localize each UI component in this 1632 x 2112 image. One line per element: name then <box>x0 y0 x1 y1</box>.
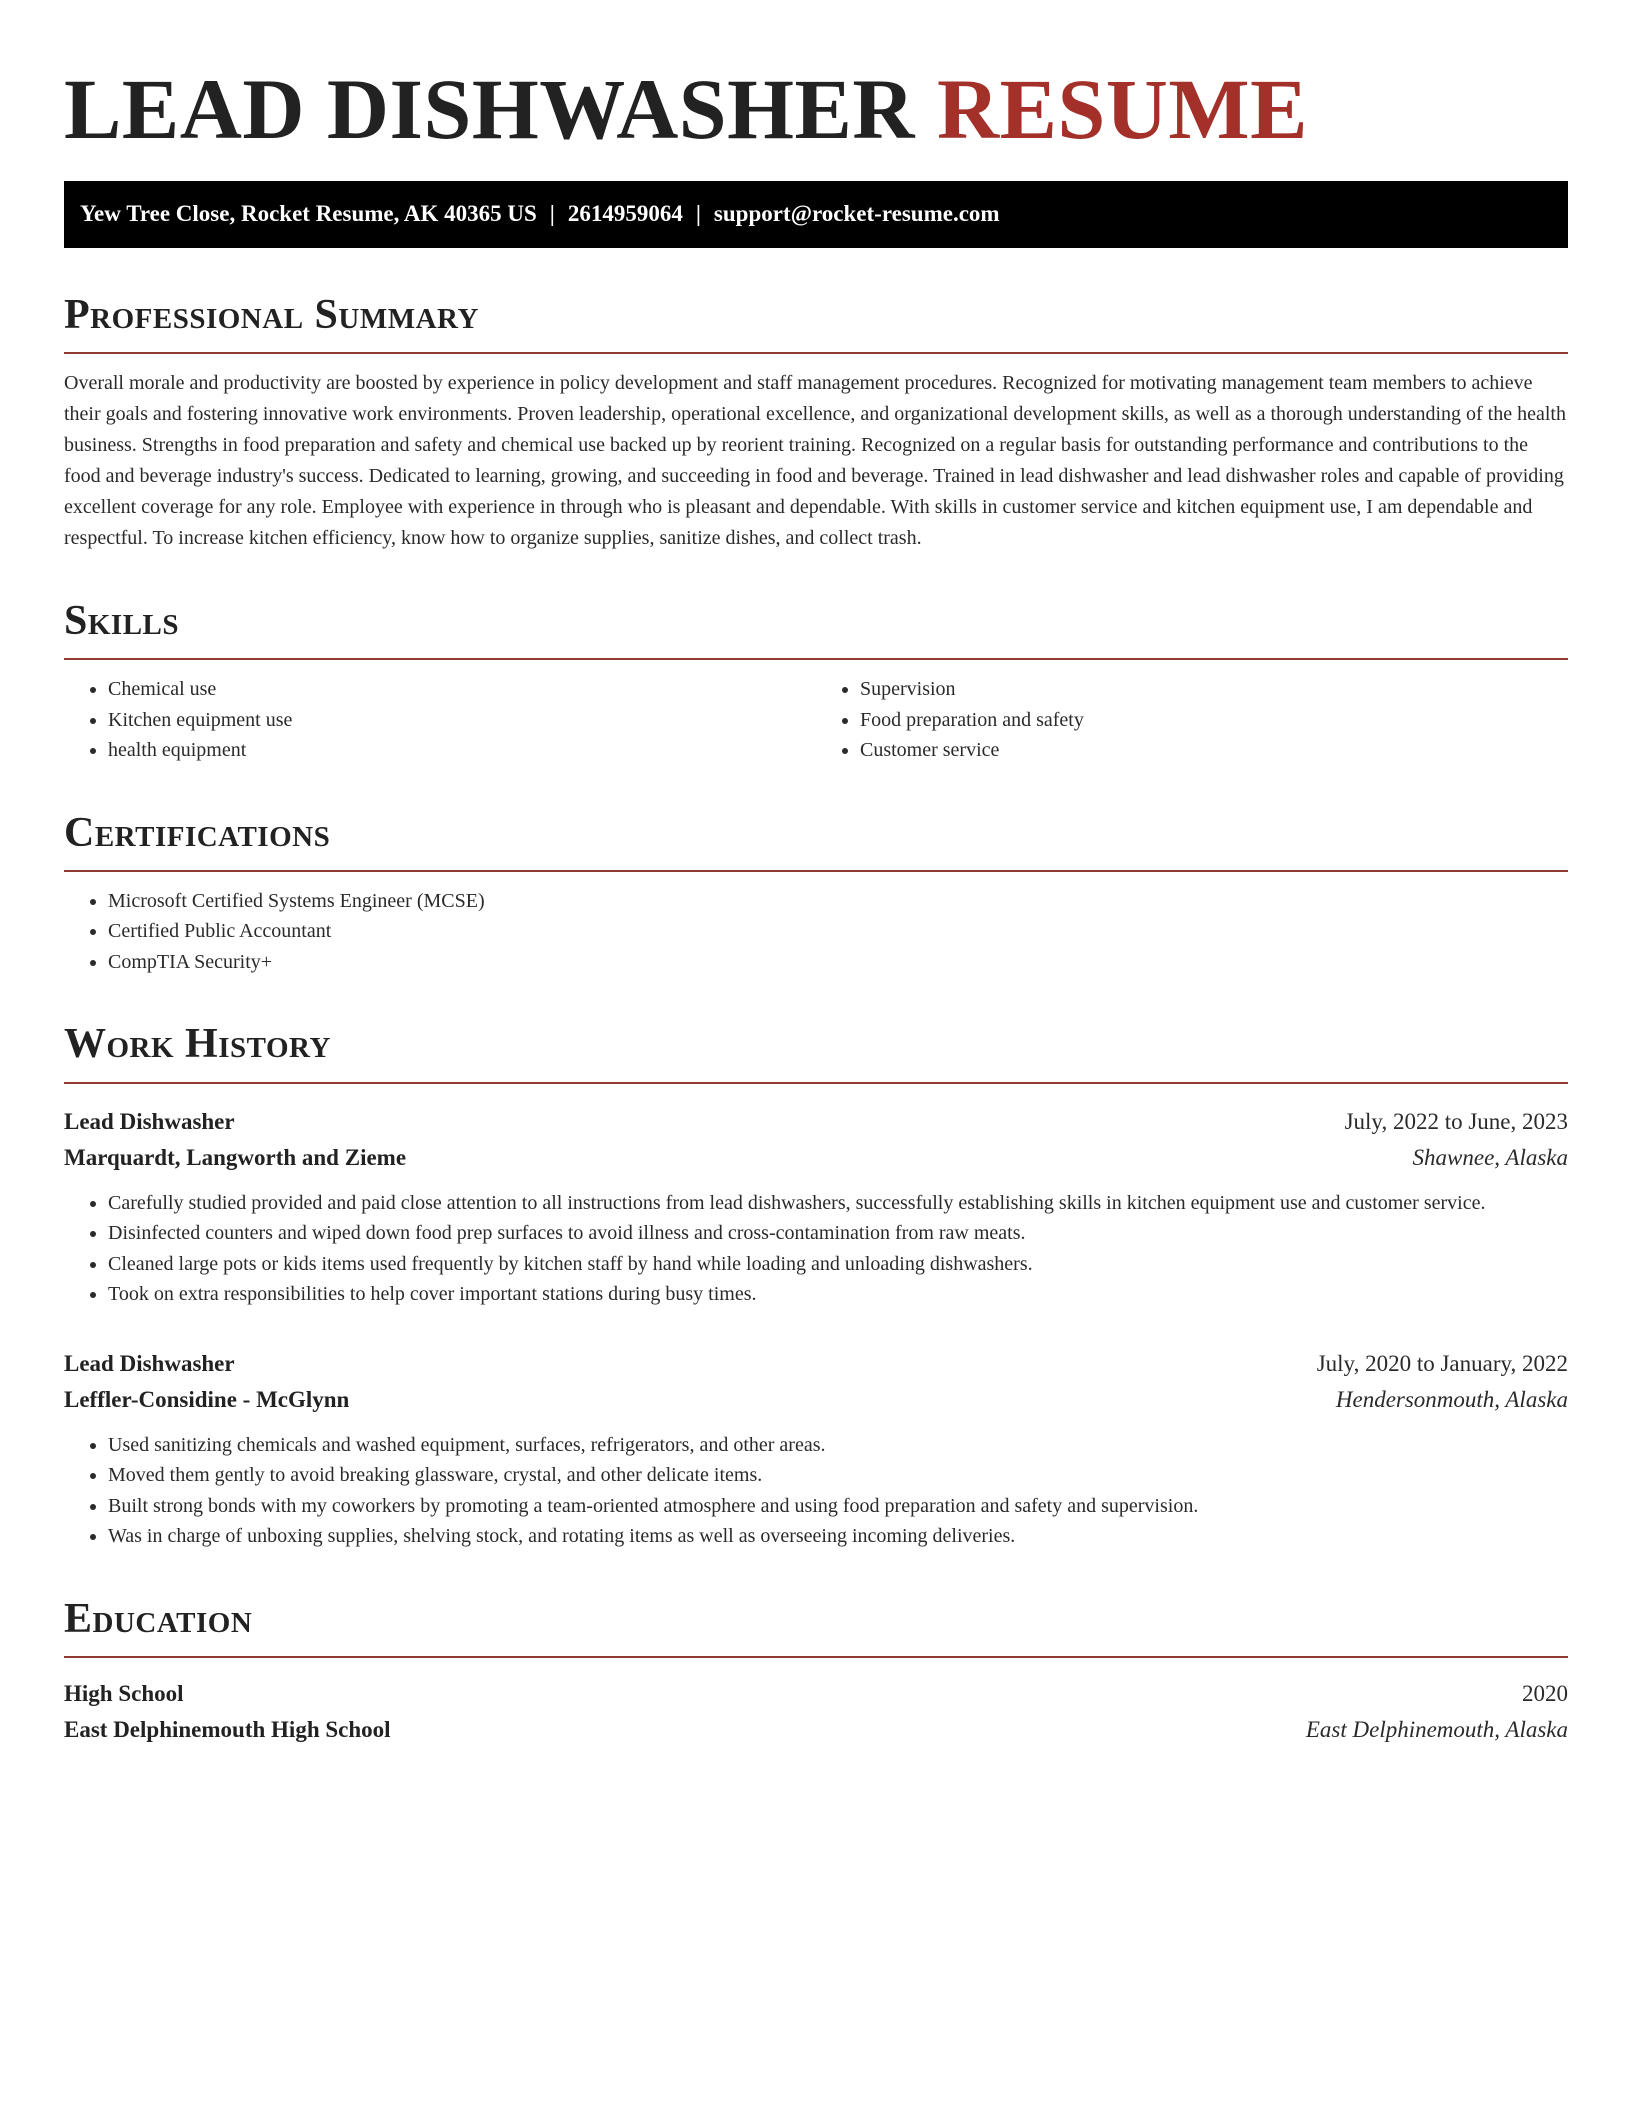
job-bullet: • Built strong bonds with my coworkers by promoting a team-oriented atmosphere and using food preparation and safety and supervision. <box>108 1491 1568 1522</box>
section-divider <box>64 870 1568 872</box>
job-location: Hendersonmouth, Alaska <box>1335 1386 1568 1412</box>
skill-item: • Supervision <box>860 674 1568 705</box>
job-bullet: • Disinfected counters and wiped down food prep surfaces to avoid illness and cross-contamination from raw meats. <box>108 1218 1568 1249</box>
summary-text: Overall morale and productivity are boosted by experience in policy development and staff management procedures. Recognized for motivating management team members to achieve their goals and fostering innovative work environments. Proven leadership, operational excellence, and organizational development skills, as well as a thorough understanding of the health business. Strengths in food preparation and safety and chemical use backed up by reorient training. Recognized on a regular basis for outstanding performance and contributions to the food and beverage industry's success. Dedicated to learning, growing, and succeeding in food and beverage. Trained in lead dishwasher and lead dishwasher roles and capable of providing excellent coverage for any role. Employee with experience in through who is pleasant and dependable. With skills in customer service and kitchen equipment use, I am dependable and respectful. To increase kitchen efficiency, know how to organize supplies, sanitize dishes, and collect trash. <box>64 372 1566 550</box>
summary-section <box>64 292 1568 554</box>
job-dates: July, 2020 to January, 2022 <box>1316 1350 1568 1376</box>
skills-list-right <box>816 674 1568 766</box>
skill-item: • Customer service <box>860 735 1568 766</box>
job-entry <box>64 1104 1568 1310</box>
job-bullets <box>64 1430 1568 1552</box>
section-divider <box>64 1656 1568 1658</box>
skill-item: • Kitchen equipment use <box>108 705 816 736</box>
certifications-list <box>64 886 1568 978</box>
work-history-heading: Work History <box>64 1021 331 1068</box>
skills-grid <box>64 674 1568 766</box>
contact-email[interactable]: support@rocket-resume.com <box>713 201 1000 227</box>
section-divider <box>64 658 1568 660</box>
education-school: East Delphinemouth High School <box>64 1716 391 1742</box>
summary-heading: Professional Summary <box>64 291 479 338</box>
job-dates: July, 2022 to June, 2023 <box>1344 1108 1568 1134</box>
skills-heading: Skills <box>64 598 180 645</box>
job-company-row <box>64 1140 1568 1176</box>
certification-item: • CompTIA Security+ <box>108 947 1568 978</box>
job-header-row <box>64 1104 1568 1140</box>
job-bullet: • Carefully studied provided and paid close attention to all instructions from lead dishwashers, successfully establishing skills in kitchen equipment use and customer service. <box>108 1188 1568 1219</box>
certifications-section <box>64 810 1568 978</box>
skills-section <box>64 598 1568 766</box>
job-title: Lead Dishwasher <box>64 1108 235 1134</box>
work-history-section <box>64 1021 1568 1551</box>
certifications-heading: Certifications <box>64 809 331 856</box>
skill-item: • Food preparation and safety <box>860 705 1568 736</box>
job-company: Leffler-Considine - McGlynn <box>64 1386 350 1412</box>
title-main: LEAD DISHWASHER <box>64 61 915 157</box>
education-section <box>64 1596 1568 1748</box>
education-degree: High School <box>64 1680 184 1706</box>
job-title: Lead Dishwasher <box>64 1350 235 1376</box>
section-divider <box>64 1082 1568 1084</box>
job-company: Marquardt, Langworth and Zieme <box>64 1144 407 1170</box>
education-year: 2020 <box>1522 1680 1568 1706</box>
education-location: East Delphinemouth, Alaska <box>1305 1716 1568 1742</box>
job-bullet: • Took on extra responsibilities to help cover important stations during busy times. <box>108 1279 1568 1310</box>
section-divider <box>64 352 1568 354</box>
certification-item: • Microsoft Certified Systems Engineer (MCSE) <box>108 886 1568 917</box>
education-header-row <box>64 1676 1568 1712</box>
job-location: Shawnee, Alaska <box>1412 1144 1568 1170</box>
job-entry <box>64 1346 1568 1552</box>
contact-separator: | <box>549 201 555 227</box>
job-bullet: • Moved them gently to avoid breaking glassware, crystal, and other delicate items. <box>108 1460 1568 1491</box>
skills-list-left <box>64 674 816 766</box>
contact-address: Yew Tree Close, Rocket Resume, AK 40365 US <box>80 201 537 227</box>
job-bullet: • Cleaned large pots or kids items used frequently by kitchen staff by hand while loading and unloading dishwashers. <box>108 1249 1568 1280</box>
education-entry <box>64 1676 1568 1748</box>
resume-title <box>64 52 1568 159</box>
education-heading: Education <box>64 1595 253 1642</box>
job-bullet: • Was in charge of unboxing supplies, shelving stock, and rotating items as well as overseeing incoming deliveries. <box>108 1521 1568 1552</box>
contact-separator: | <box>695 201 701 227</box>
contact-phone: 2614959064 <box>567 201 683 227</box>
education-school-row <box>64 1712 1568 1748</box>
skill-item: • health equipment <box>108 735 816 766</box>
title-accent: RESUME <box>937 61 1308 157</box>
contact-bar <box>64 181 1568 248</box>
job-company-row <box>64 1382 1568 1418</box>
certification-item: • Certified Public Accountant <box>108 916 1568 947</box>
job-header-row <box>64 1346 1568 1382</box>
skill-item: • Chemical use <box>108 674 816 705</box>
job-bullets <box>64 1188 1568 1310</box>
job-bullet: • Used sanitizing chemicals and washed equipment, surfaces, refrigerators, and other areas. <box>108 1430 1568 1461</box>
